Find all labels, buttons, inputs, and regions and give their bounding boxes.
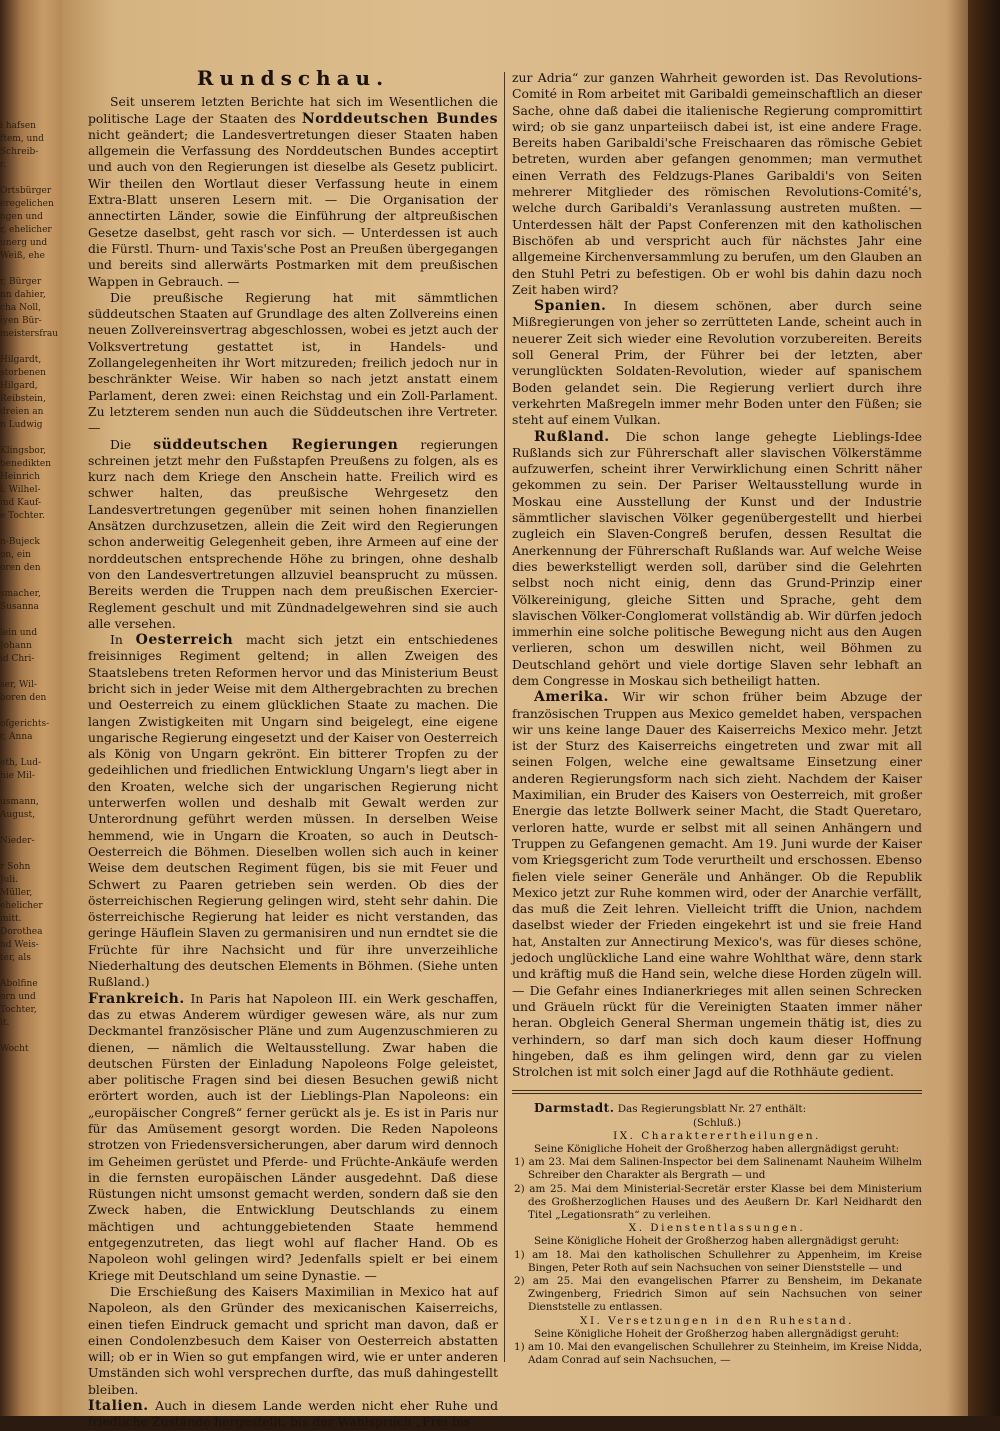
article-paragraph: zur Adria“ zur ganzen Wahrheit geworden ist. Das Revolutions-Comité in Rom arbeitet mit Garibaldi gemeinschaftlich an dieser Sache, ohne daß dabei die italienische Regierung compromittirt wird; ob sie ganz unparteiisch dabei ist, ist eine andere Frage. Bereits haben Garibaldi'sche Freischaaren das römische Gebiet betreten, wurden aber gefangen genommen; man vermuthet einen Verrath des Feldzugs-Planes Garibaldi's von Seiten mehrerer Mitglieder des römischen Revolutions-Comité's, welche durch Garibaldi's Veranlassung austreten mußten. — Unterdessen hält der Papst Conferenzen mit den katholischen Bischöfen ab und verspricht auch für nächstes Jahr eine allgemeine Kirchenversammlung zu berufen, um den Glauben an den Stuhl Petri zu befestigen. Ob er wohl bis dahin dazu noch Zeit haben wird? xyxy=(512,70,922,297)
strip-line: oren den xyxy=(0,563,41,573)
strip-line xyxy=(0,432,50,445)
strip-line xyxy=(0,523,50,536)
strip-line: r, Bürger xyxy=(0,277,42,287)
notice-item: 2) am 25. Mai dem Ministerial-Secretär erster Klasse bei dem Ministerium des Großherzoglichen Hauses und des Aeußern Dr. Karl Neidhardt den Titel „Legationsrath“ zu verleihen. xyxy=(514,1182,922,1222)
strip-line: Susanna xyxy=(0,602,39,612)
strip-line: Weiß, ehe xyxy=(0,251,45,261)
notice-section-intro: Seine Königliche Hoheit der Großherzog haben allergnädigst geruht: xyxy=(534,1327,900,1340)
strip-line: Nieder- xyxy=(0,836,35,846)
strip-line: Reibstein, xyxy=(0,394,46,404)
strip-line: dreien an xyxy=(0,407,44,417)
strip-line: orn und xyxy=(0,992,36,1002)
notice-item: 2) am 25. Mai den evangelischen Pfarrer zu Bensheim, im Dekanate Zwingenberg, Friedrich Simon auf sein Nachsuchen von seiner Dienststelle zu entlassen. xyxy=(514,1275,922,1314)
notice-section-intro: Seine Königliche Hoheit der Großherzog haben allergnädigst geruht: xyxy=(534,1235,900,1248)
article-paragraph: Italien. Auch in diesem Lande werden nicht eher Ruhe und friedliche Zustände hergestellt, bis der Wahlspruch „Frei bis xyxy=(88,1398,498,1430)
government-notice xyxy=(512,1102,922,1367)
strip-line xyxy=(0,614,50,627)
strip-line: Juli. xyxy=(0,875,19,885)
book-edge xyxy=(968,0,1000,1416)
notice-item: 1) am 18. Mai den katholischen Schullehrer zu Appenheim, im Kreise Bingen, Peter Roth auf sein Nachsuchen von seiner Dienststelle — und xyxy=(514,1248,922,1274)
strip-line xyxy=(0,705,50,718)
strip-line: eregelichen xyxy=(0,199,54,209)
strip-line: Klingsbor, xyxy=(0,446,47,456)
strip-line: smacher, xyxy=(0,589,41,599)
strip-line: Wocht xyxy=(0,1044,29,1054)
keyword-amerika: Amerika. xyxy=(534,689,609,706)
strip-line: iyen Bür- xyxy=(0,316,42,326)
strip-line: Heinrich xyxy=(0,472,40,482)
article-paragraph: Amerika. Wir wir schon früher beim Abzuge der französischen Truppen aus Mexico gemeldet haben, verspachen wir uns keine lange Dauer des Kaiserreichs Mexico mehr. Jetzt ist der Sturz des Kaiserreichs eingetreten und zwar mit all seinen Folgen, welche eine gewaltsame Einsetzung einer anderen Regierungsform nach sich zieht. Nachdem der Kaiser Maximilian, ein Bruder des Kaisers von Oesterreich, mit großer Energie das letzte Bollwerk seiner Macht, die Stadt Queretaro, verloren hatte, wurde er selbst mit all seinen Anhängern und Truppen zu Gefangenen gemacht. Am 19. Juni wurde der Kaiser vom Kriegsgericht zum Tode verurtheilt und erschossen. Ebenso fielen viele seiner Generäle und Anhänger. Ob die Republik Mexico jetzt zur Ruhe kommen wird, oder der Anarchie verfällt, das muß die Zeit lehren. Vielleicht trifft die Union, nachdem daselbst wieder der Frieden eingekehrt ist und sie freie Hand hat, Anstalten zur Annectirung Mexico's, was für dieses schöne, jedoch unglückliche Land eine wahre Wohlthat wäre, denn stark und kräftig muß die Hand sein, welche diese Horden zügeln will. — Die Gefahr eines Indianerkrieges mit allen seinen Schrecken und Gräueln rückt für die Vereinigten Staaten immer näher heran. Obgleich General Sherman ungemein thätig ist, dies zu verhindern, so darf man sich doch kaum dieser Hoffnung hingeben, daß es ihm gelingen wird, denn gar zu vielen Strolchen ist mit solch einer Jagd auf die Rothhäute gedient. xyxy=(512,689,922,1080)
strip-line: lt. xyxy=(0,1018,10,1028)
strip-line xyxy=(0,263,50,276)
strip-line xyxy=(0,822,50,835)
strip-line: unerg und xyxy=(0,238,48,248)
keyword-spanien: Spanien. xyxy=(534,298,607,315)
article-paragraph: Die Erschießung des Kaisers Maximilian in Mexico hat auf Napoleon, als den Gründer des mexicanischen Kaiserreichs, einen tiefen Eindruck gemacht und spricht man davon, daß er einen Condolenzbesuch dem Kaiser von Oesterreich abstatten will; ob er in Wien so gut empfangen wird, wie er unter anderen Umständen sich wohl versprechen durfte, das muß dahingestellt bleiben. xyxy=(88,1283,498,1397)
notice-place: Darmstadt. xyxy=(534,1101,615,1116)
notice-section-heading: X. Dienstentlassungen. xyxy=(628,1222,806,1235)
keyword-frankreich: Frankreich. xyxy=(88,990,185,1007)
notice-section-intro: Seine Königliche Hoheit der Großherzog haben allergnädigst geruht: xyxy=(534,1143,900,1156)
strip-line: benedikten xyxy=(0,459,52,469)
strip-line: usmann, xyxy=(0,797,39,807)
keyword-italien: Italien. xyxy=(88,1398,149,1415)
strip-line: Johann xyxy=(0,641,32,651)
notice-intro: Darmstadt. Das Regierungsblatt Nr. 27 enthält: xyxy=(534,1101,807,1116)
strip-line: nd Weis- xyxy=(0,940,39,950)
strip-line: r, Anna xyxy=(0,732,33,742)
strip-line: md Kauf- xyxy=(0,498,42,508)
left-column xyxy=(88,66,499,1431)
notice-item: 1) am 23. Mai dem Salinen-Inspector bei dem Salinenamt Nauheim Wilhelm Schreiber den Charakter als Bergrath — und xyxy=(514,1156,922,1182)
strip-line: eth, Lud- xyxy=(0,758,42,768)
notice-item: 1) am 10. Mai den evangelischen Schullehrer zu Steinheim, im Kreise Nidda, Adam Conrad auf sein Nachsuchen, — xyxy=(514,1341,922,1367)
strip-line: ter, als xyxy=(0,953,31,963)
strip-line: n Ludwig xyxy=(0,420,43,430)
article-paragraph: Spanien. In diesem schönen, aber durch seine Mißregierungen von jeher so zerrütteten Lande, scheint auch in neuerer Zeit sich wieder eine Revolution vorzubereiten. Bereits soll General Prim, der Führer bei der letzten, aber verunglückten Soldaten-Revolution, wieder auf spanischem Boden gelandet sein. Die Regierung verliert durch ihre verkehrten Maßregeln immer mehr Boden unter den Füßen; sie steht auf einem Vulkan. xyxy=(512,298,922,428)
strip-line: ftem, und xyxy=(0,134,44,144)
strip-line: lein und xyxy=(0,628,38,638)
strip-line: boren den xyxy=(0,693,47,703)
strip-line: Müller, xyxy=(0,888,33,898)
strip-line: ser, Wil- xyxy=(0,680,37,690)
notice-schluss: (Schluß.) xyxy=(693,1116,741,1129)
strip-line: ngen und xyxy=(0,212,43,222)
strip-line xyxy=(0,575,50,588)
keyword-norddeutschen-bundes: Norddeutschen Bundes xyxy=(301,110,498,127)
right-column xyxy=(512,70,922,1367)
strip-line: r. xyxy=(0,160,7,170)
page-title: Rundschau. xyxy=(196,66,390,90)
section-divider xyxy=(512,1090,922,1094)
strip-line: nn dahier, xyxy=(0,290,46,300)
strip-line: hie Mil- xyxy=(0,771,35,781)
article-paragraph: Die süddeutschen Regierungen regierungen schreinen jetzt mehr den Fußstapfen Preußens zu folgen, als es kurz nach dem Kriege den Anschein hatte. Freilich wird es schwer halten, das preußische Wehrgesetz den Landesvertretungen gegenüber mit seinen hohen finanziellen Ansätzen durchzusetzen, allein die Zeit wird den Regierungen schon anderweitig Gelegenheit geben, ihre Armeen auf eine der norddeutschen entsprechende Höhe zu bringen, ohne deshalb von den Landesvertretungen allzuviel beansprucht zu müssen. Bereits werden die Truppen nach dem preußischen Exercier-Reglement geschult und mit Zündnadelgewehren sind sie auch alle versehen. xyxy=(88,436,499,631)
strip-line: r Sohn xyxy=(0,862,31,872)
strip-line: meistersfrau xyxy=(0,329,59,339)
strip-line: Abolfine xyxy=(0,979,38,989)
strip-line: Ortsbürger xyxy=(0,186,52,196)
strip-line: Dorothea xyxy=(0,927,43,937)
article-paragraph: Seit unserem letzten Berichte hat sich im Wesentlichen die politische Lage der Staaten des Norddeutschen Bundes nicht geändert; die Landesvertretungen dieser Staaten haben allgemein die Verfassung des Norddeutschen Bundes acceptirt und auch von den Regierungen ist dieselbe als Gesetz publicirt. Wir theilen den Wortlaut dieser Verfassung heute in einem Extra-Blatt unseren Lesern mit. — Die Organisation der annectirten Länder, sowie die Einführung der altpreußischen Gesetze daselbst, geht rasch vor sich. — Unterdessen ist auch die Fürstl. Thurn- und Taxis'sche Post an Preußen übergegangen und bereits sind allerwärts Postmarken mit dem preußischen Wappen in Gebrauch. — xyxy=(88,94,498,289)
strip-line: storbenen xyxy=(0,368,46,378)
keyword-oesterreich: Oesterreich xyxy=(135,632,234,649)
article-paragraph: Rußland. Die schon lange gehegte Lieblings-Idee Rußlands sich zur Führerschaft aller slavischen Völkerstämme aufzuwerfen, scheint ihrer Verwirklichung einen Schritt näher gekommen zu sein. Der Pariser Weltausstellung wurde in Moskau eine Ausstellung der Kunst und der Industrie sämmtlicher slavischen Völker gegenübergestellt und hierbei zugleich ein Slaven-Congreß berufen, dessen Resultat die Anerkennung der Führerschaft Rußlands war. Auf welche Weise dies bewerkstelligt werden soll, darüber sind die Gelehrten selbst noch nicht einig, denn das Grund-Prinzip einer Völkereinigung, gleiche Sitten und Sprache, geht dem slavischen Völker-Conglomerat vollständig ab. Wir dürfen jedoch immerhin eine solche politische Bewegung nicht aus den Augen verlieren, schon um deswillen nicht, weil Böhmen zu Deutschland gehört und viele dortige Slaven sehr lebhaft an dem Congresse in Moskau sich betheiligt hatten. xyxy=(512,428,922,688)
notice-section-heading: IX. Charakterertheilungen. xyxy=(613,1129,821,1142)
article-paragraph: Frankreich. In Paris hat Napoleon III. ein Werk geschaffen, das zu etwas Anderem würdiger gewesen wäre, als nur zum Deckmantel französischer Pläne und zum Augenzuschmieren zu dienen, — nämlich die Weltausstellung. Zwar haben die deutschen Fürsten der Einladung Napoleons Folge geleistet, aber politische Fragen sind bei diesen Besuchen gewiß nicht erörtert worden, auch ist der Lieblings-Plan Napoleons: ein „europäischer Congreß“ ferner gerückt als je. Es ist in Paris nur für das Amüsement gesorgt worden. Die Reden Napoleons strotzen von Friedensversicherungen, aber darum wird dennoch im Geheimen gerüstet und Pferde- und Früchte-Ankäufe werden in die fernsten europäischen Länder ausgedehnt. Daß diese Rüstungen nicht umsonst gemacht werden, sondern daß sie den Zweck haben, die Entwicklung Deutschlands zu einem mächtigen und achtunggebietenden Staate hemmend entgegenzutreten, das liegt wohl auf flacher Hand. Ob es Napoleon wohl gelingen wird? Jedenfalls spielt er bei einem Kriege mit Deutschland um seine Dynastie. — xyxy=(88,990,498,1283)
strip-line xyxy=(0,666,50,679)
keyword-sueddeutschen: süddeutschen Regierungen xyxy=(153,436,399,453)
strip-line: Hilgardt, xyxy=(0,355,42,365)
strip-line xyxy=(0,848,50,861)
strip-line: mitt. xyxy=(0,914,22,924)
strip-line xyxy=(0,783,50,796)
strip-line: Tochter, xyxy=(0,1005,37,1015)
article-paragraph: In Oesterreich macht sich jetzt ein entschiedenes freisinniges Regiment geltend; in allen Zweigen des Staatslebens treten Reformen hervor und das Ministerium Beust bricht sich in jeder Weise mit dem Althergebrachten zu brechen und Oesterreich zu einem glücklichen Staate zu machen. Die langen Zwistigkeiten mit Ungarn sind beigelegt, eine eigene ungarische Regierung eingesetzt und der Kaiser von Oesterreich als König von Ungarn gekrönt. Ein bitterer Tropfen zu der gedeihlichen und friedlichen Entwicklung Ungarn's liegt aber in den Kroaten, welche sich der ungarischen Regierung nicht unterwerfen wollen und deshalb mit Gewalt werden zur Unterordnung geführt werden müssen. In derselben Weise hemmend, wie in Ungarn die Kroaten, so auch in Deutsch-Oesterreich die Böhmen. Dieselben wollen sich auch in keiner Weise dem deutschen Regiment fügen, bis sie mit Feuer und Schwert zu Paaren getrieben sein werden. Ob dies der österreichischen Regierung gelingen wird, steht sehr dahin. Die österreichische Regierung hat leider es nicht verstanden, das geringe Häuflein Slaven zu germanisiren und nun erndtet sie die Früchte für ihre Nachsicht und für ihre unverzeihliche Niederhaltung des deutschen Elements in Böhmen. (Siehe unten Rußland.) xyxy=(88,632,498,990)
strip-line xyxy=(0,744,50,757)
strip-line xyxy=(0,341,50,354)
strip-line: Schreib- xyxy=(0,147,39,157)
facing-page-strip xyxy=(0,0,59,1380)
article-paragraph: Die preußische Regierung hat mit sämmtlichen süddeutschen Staaten auf Grundlage des alten Zollvereins einen neuen Zollvereinsvertrag abgeschlossen, wobei es jetzt auch der Volksvertretung gestattet ist, in Handels- und Zollangelegenheiten ihr Wort mitzureden; freilich jedoch nur in beschränkter Weise. Wir haben so nach jetzt anstatt einem Parlament, deren zwei: einen Reichstag und ein Zoll-Parlament. Zu letzterem senden nun auch die Süddeutschen ihre Vertreter. — xyxy=(88,289,498,436)
strip-line: ofgerichts- xyxy=(0,719,50,729)
strip-line: on, ein xyxy=(0,550,31,560)
strip-line: id Chri- xyxy=(0,654,35,664)
strip-line: ehelicher xyxy=(0,901,43,911)
strip-line: n-Bujeck xyxy=(0,537,40,547)
strip-line: r, ehelicher xyxy=(0,225,52,235)
strip-line: August, xyxy=(0,810,35,820)
strip-line xyxy=(0,1030,50,1043)
notice-section-heading: XI. Versetzungen in den Ruhestand. xyxy=(580,1314,854,1327)
strip-line: i hafsen xyxy=(0,121,36,131)
strip-line: cha Noll, xyxy=(0,303,41,313)
strip-line: Hilgard, xyxy=(0,381,38,391)
strip-line xyxy=(0,172,50,185)
strip-line: l. Wilhel- xyxy=(0,485,41,495)
column-rule xyxy=(504,72,505,1362)
strip-line xyxy=(0,965,50,978)
strip-line: e Tochter. xyxy=(0,511,45,521)
keyword-russland: Rußland. xyxy=(534,428,610,445)
